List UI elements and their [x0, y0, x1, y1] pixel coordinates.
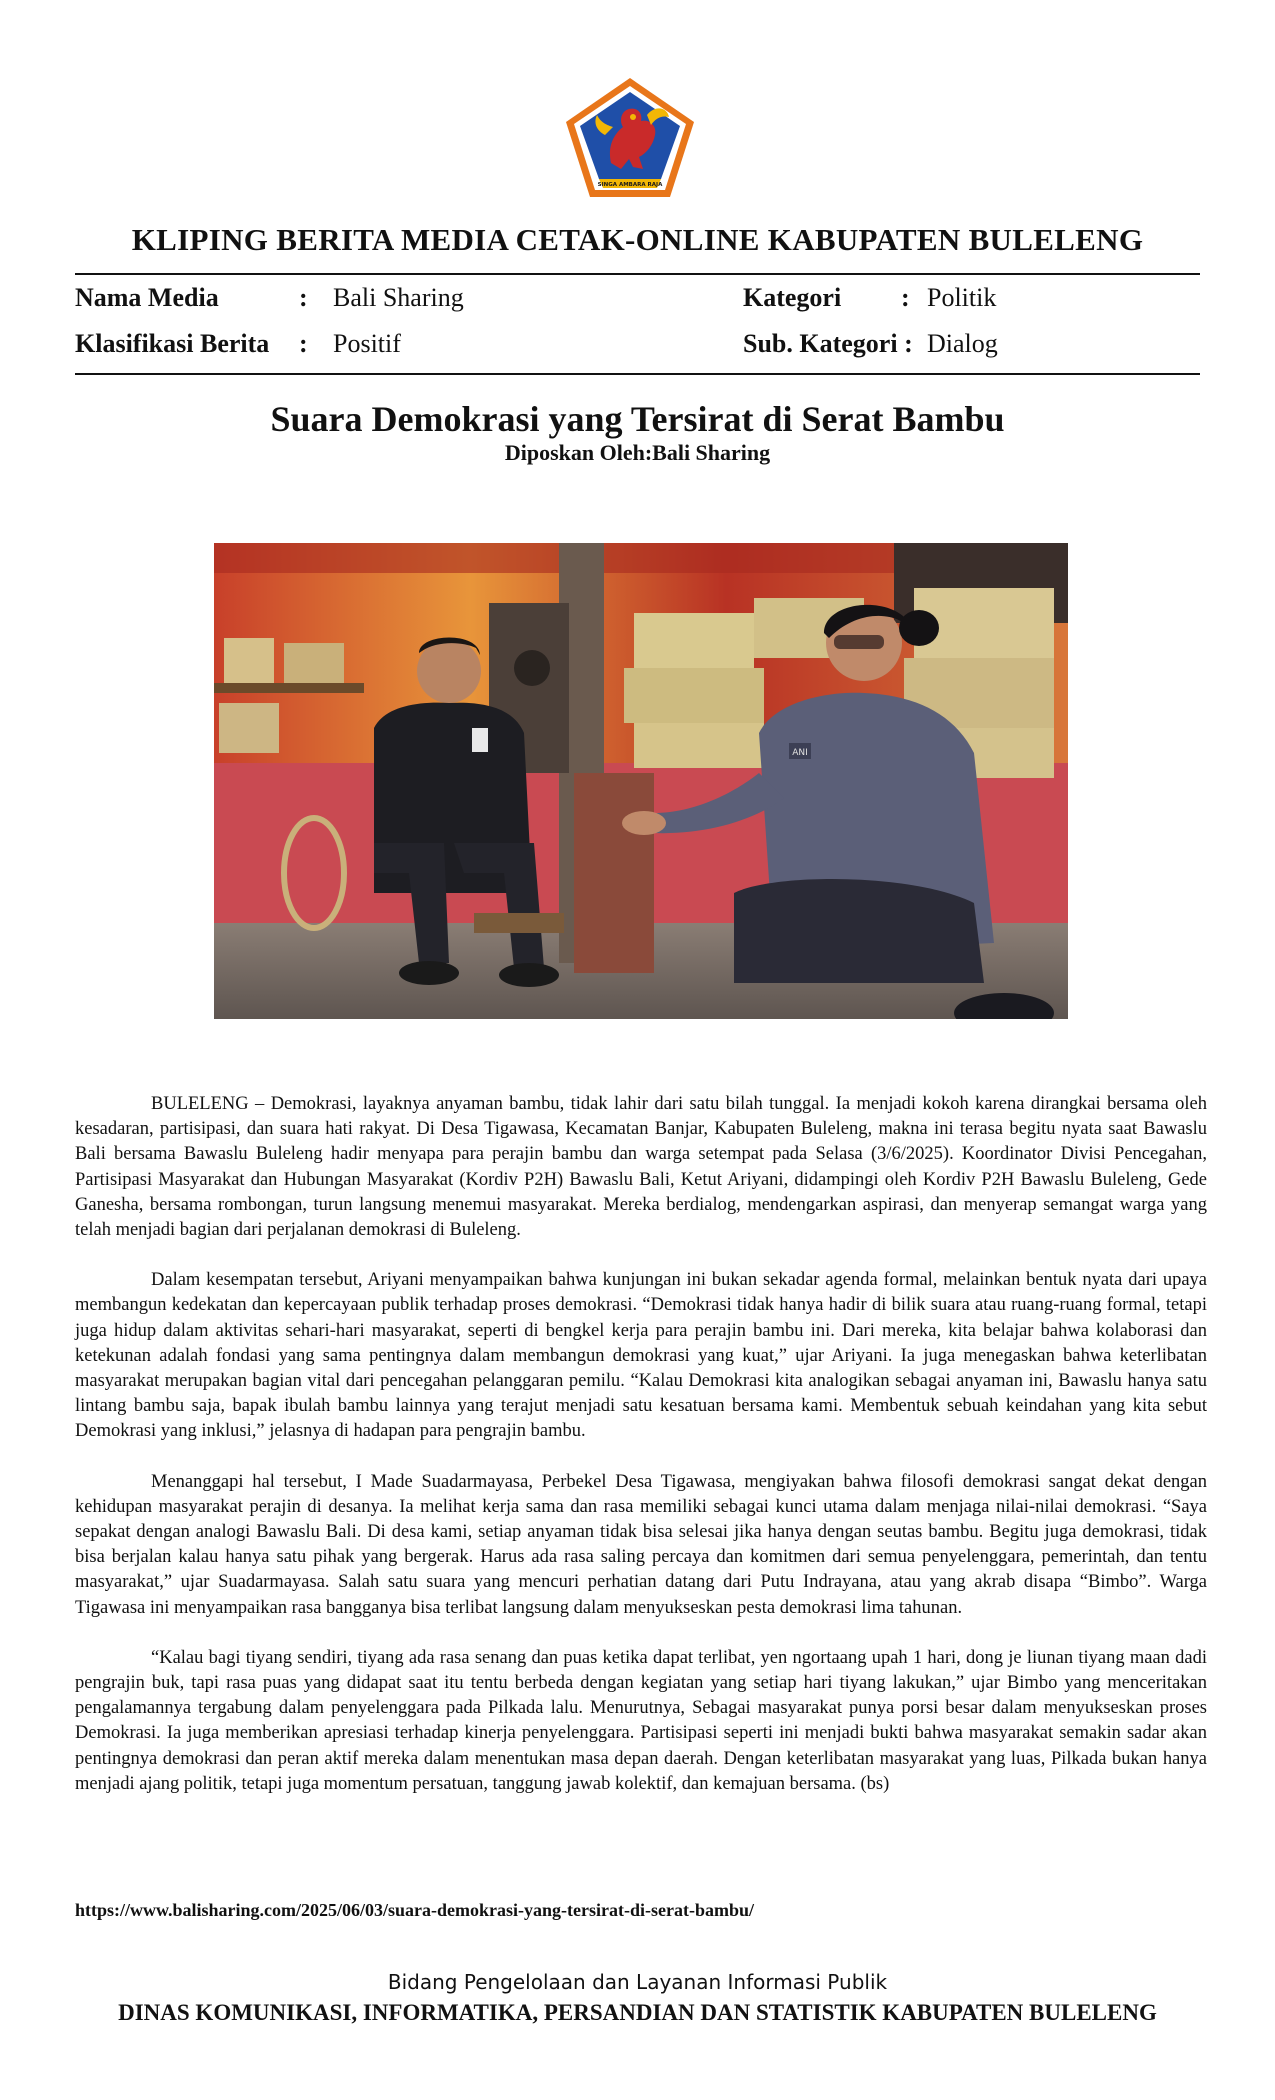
- category-value: Politik: [927, 283, 997, 312]
- meta-classification-row: [75, 329, 575, 363]
- article-photo: [214, 543, 1068, 1019]
- classification-value: Positif: [333, 329, 401, 358]
- classification-colon: :: [299, 329, 308, 358]
- article-paragraph-4: “Kalau bagi tiyang sendiri, tiyang ada rasa senang dan puas ketika dapat terlibat, yen ngortaang upah 1 hari, dong je liunan tiyang maan dadi pengrajin buk, tapi rasa puas yang didapat saat itu tentu berbeda dengan kegiatan yang setiap hari tiyang lakukan,” ujar Bimbo yang menceritakan pengalamannya tergabung dalam penyelenggara pada Pilkada lalu. Menurutnya, Sebagai masyarakat punya porsi besar dalam menyukseskan proses Demokrasi. Ia juga memberikan apresiasi terhadap kinerja penyelenggara. Partisipasi seperti ini menjadi bukti bahwa masyarakat semakin sadar akan pentingnya demokrasi dan peran aktif mereka dalam menentukan masa depan daerah. Dengan keterlibatan masyarakat yang luas, Pilkada bukan hanya menjadi ajang politik, tetapi juga momentum persatuan, tanggung jawab kolektif, dan kemajuan bersama. (bs): [75, 1647, 1207, 1794]
- media-colon: :: [299, 283, 308, 312]
- subcategory-label: Sub. Kategori :: [743, 329, 913, 358]
- subcategory-value: Dialog: [927, 329, 998, 358]
- buleleng-crest-logo: [563, 75, 698, 200]
- photo-name-tag: ANI: [792, 748, 808, 758]
- footer-department: Bidang Pengelolaan dan Layanan Informasi Publik: [387, 1970, 888, 1994]
- meta-media-row: [75, 283, 575, 317]
- header-bottom-rule: [75, 373, 1200, 375]
- article-paragraph-2: Dalam kesempatan tersebut, Ariyani menyampaikan bahwa kunjungan ini bukan sekadar agenda formal, melainkan bentuk nyata dari upaya membangun kedekatan dan kepercayaan publik terhadap proses demokrasi. “Demokrasi tidak hanya hadir di bilik suara atau ruang-ruang formal, tetapi juga hidup dalam aktivitas sehari-hari masyarakat, seperti di bengkel kerja para perajin bambu ini. Dari mereka, kita belajar bahwa kolaborasi dan ketekunan adalah fondasi yang sama pentingnya dalam membangun demokrasi yang kuat,” ujar Ariyani. Ia juga menegaskan bahwa keterlibatan masyarakat merupakan bagian vital dari pencegahan pelanggaran pemilu. “Kalau Demokrasi kita analogikan sebagai anyaman ini, Bawaslu hanya satu lintang bambu saja, bapak ibulah bambu lainnya yang terajut menjadi satu kesatuan bersama kami. Membentuk sebuah keindahan yang kita sebut Demokrasi yang inklusi,” jelasnya di hadapan para pengrajin bambu.: [75, 1270, 1207, 1442]
- meta-category-row: [743, 283, 1193, 317]
- category-colon: :: [901, 283, 910, 312]
- article-headline: Suara Demokrasi yang Tersirat di Serat Bambu: [270, 399, 1005, 439]
- article-paragraph-3: Menanggapi hal tersebut, I Made Suadarmayasa, Perbekel Desa Tigawasa, mengiyakan bahwa filosofi demokrasi sangat dekat dengan kehidupan masyarakat perajin di desanya. Ia melihat kerja sama dan rasa memiliki sebagai kunci utama dalam menjaga nilai-nilai demokrasi. “Saya sepakat dengan analogi Bawaslu Bali. Di desa kami, setiap anyaman tidak bisa selesai jika hanya dengan seutas bambu. Begitu juga demokrasi, tidak bisa berjalan kalau hanya satu pihak yang bergerak. Harus ada rasa saling percaya dan komitmen dari semua penyelenggara, pemerintah, dan tentu masyarakat,” ujar Suadarmayasa. Salah satu suara yang mencuri perhatian datang dari Putu Indrayana, atau yang akrab disapa “Bimbo”. Warga Tigawasa ini menyampaikan rasa bangganya bisa terlibat langsung dalam menyukseskan pesta demokrasi lima tahunan.: [75, 1471, 1207, 1618]
- article-body: [75, 1092, 1207, 1822]
- meta-subcategory-row: [743, 329, 1193, 363]
- article-paragraph-1: BULELENG – Demokrasi, layaknya anyaman bambu, tidak lahir dari satu bilah tunggal. Ia menjadi kokoh karena dirangkai bersama oleh kesadaran, partisipasi, dan suara hati rakyat. Di Desa Tigawasa, Kecamatan Banjar, Kabupaten Buleleng, makna ini terasa begitu nyata saat Bawaslu Bali bersama Bawaslu Buleleng hadir menyapa para perajin bambu dan warga setempat pada Selasa (3/6/2025). Koordinator Divisi Pencegahan, Partisipasi Masyarakat dan Hubungan Masyarakat (Kordiv P2H) Bawaslu Bali, Ketut Ariyani, didampingi oleh Kordiv P2H Bawaslu Buleleng, Gede Ganesha, bersama rombongan, turun langsung menemui masyarakat. Mereka berdialog, mendengarkan aspirasi, dan menyerap semangat warga yang telah menjadi bagian dari perjalanan demokrasi di Buleleng.: [75, 1094, 1207, 1241]
- classification-label: Klasifikasi Berita: [75, 329, 270, 358]
- media-value: Bali Sharing: [333, 283, 464, 312]
- logo-motto-text: SINGA AMBARA RAJA: [597, 182, 663, 188]
- article-byline: Diposkan Oleh:Bali Sharing: [504, 440, 771, 465]
- footer-agency: DINAS KOMUNIKASI, INFORMATIKA, PERSANDIAN DAN STATISTIK KABUPATEN BULELENG: [118, 2000, 1157, 2025]
- header-top-rule: [75, 273, 1200, 275]
- source-url-link[interactable]: https://www.balisharing.com/2025/06/03/suara-demokrasi-yang-tersirat-di-serat-bambu/: [75, 1900, 754, 1920]
- document-title: KLIPING BERITA MEDIA CETAK-ONLINE KABUPATEN BULELENG: [131, 222, 1144, 257]
- category-label: Kategori: [743, 283, 842, 312]
- media-label: Nama Media: [75, 283, 219, 312]
